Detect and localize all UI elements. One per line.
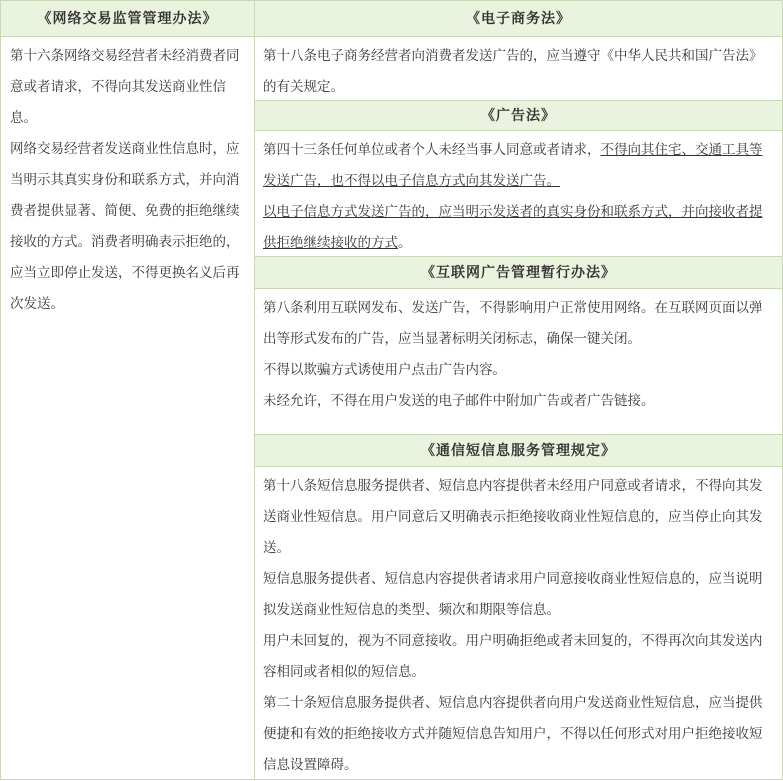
left-column [1,1,255,779]
sms-rules-body [255,467,782,781]
sms-rules-paragraph-1 [263,471,774,564]
internet-ad-rules-text-1: 第八条利用互联网发布、发送广告，不得影响用户正常使用网络。在互联网页面以弹出等形式发布的广告，应当显著标明关闭标志，确保一键关闭。 [263,300,763,347]
left-paragraph-2: 网络交易经营者发送商业性信息时，应当明示其真实身份和联系方式，并向消费者提供显著、简便、免费的拒绝继续接收的方式。消费者明确表示拒绝的，应当立即停止发送，不得更换名义后再次发送。 [10,141,240,312]
ecommerce-law-paragraph [263,41,774,103]
ecommerce-law-body [255,37,782,101]
ecommerce-law-header: 《电子商务法》 [255,1,782,37]
advertising-law-paragraph-2 [263,197,774,259]
sms-rules-paragraph-2 [263,564,774,626]
advertising-law-text-2b: 。 [398,235,412,251]
advertising-law-text-1b: 不得向其住宅、交通工具等发送广告，也不得以电子信息方式向其发送广告。 [263,142,763,189]
internet-ad-rules-text-3: 未经允许，不得在用户发送的电子邮件中附加广告或者广告链接。 [263,393,655,409]
advertising-law-text-1a: 第四十三条任何单位或者个人未经当事人同意或者请求， [263,142,601,158]
internet-ad-rules-paragraph-1 [263,293,774,355]
ecommerce-law-text: 第十八条电子商务经营者向消费者发送广告的，应当遵守《中华人民共和国广告法》的有关规定。 [263,48,763,95]
internet-ad-rules-header: 《互联网广告管理暂行办法》 [255,257,782,289]
advertising-law-header: 《广告法》 [255,101,782,131]
left-paragraph-1: 第十六条网络交易经营者未经消费者同意或者请求，不得向其发送商业性信息。 [10,48,240,126]
right-column [255,1,782,779]
advertising-law-paragraph-1 [263,135,774,197]
advertising-law-body [255,131,782,257]
internet-ad-rules-body [255,289,782,435]
internet-ad-rules-paragraph-3 [263,386,774,417]
sms-rules-paragraph-4 [263,688,774,781]
sms-rules-text-4: 第二十条短信息服务提供者、短信息内容提供者向用户发送商业性短信息，应当提供便捷和有效的拒绝接收方式并随短信息告知用户，不得以任何形式对用户拒绝接收短信息设置障碍。 [263,695,763,773]
left-header: 《网络交易监管管理办法》 [1,1,254,37]
sms-rules-text-2: 短信息服务提供者、短信息内容提供者请求用户同意接收商业性短信息的，应当说明拟发送商业性短信息的类型、频次和期限等信息。 [263,571,763,618]
sms-rules-header: 《通信短信息服务管理规定》 [255,435,782,467]
sms-rules-text-3: 用户未回复的，视为不同意接收。用户明确拒绝或者未回复的，不得再次向其发送内容相同或者相似的短信息。 [263,633,763,680]
internet-ad-rules-paragraph-2 [263,355,774,386]
advertising-law-text-2a: 以电子信息方式发送广告的，应当明示发送者的真实身份和联系方式，并向接收者提供拒绝继续接收的方式 [263,204,763,251]
left-body [1,37,254,320]
sms-rules-paragraph-3 [263,626,774,688]
sms-rules-text-1: 第十八条短信息服务提供者、短信息内容提供者未经用户同意或者请求，不得向其发送商业性短信息。用户同意后又明确表示拒绝接收商业性短信息的，应当停止向其发送。 [263,478,763,556]
internet-ad-rules-text-2: 不得以欺骗方式诱使用户点击广告内容。 [263,362,506,378]
